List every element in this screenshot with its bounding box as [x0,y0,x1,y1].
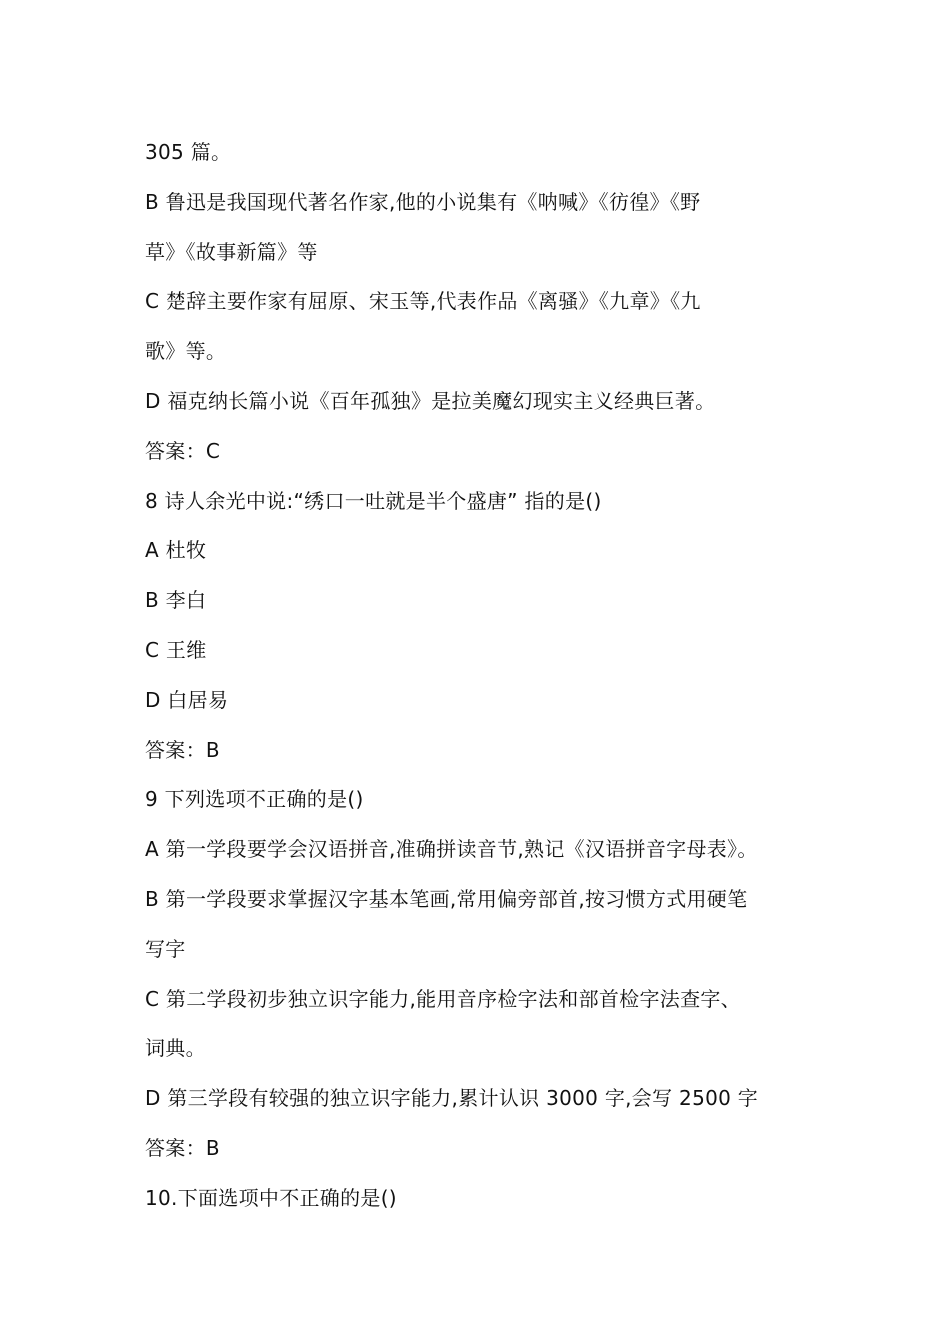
q9-option-b-line-2: 写字 [145,936,186,961]
text-line-q7-tail: 305 篇。 [145,140,232,164]
q9-option-d: D 第三学段有较强的独立识字能力,累计认识 3000 字,会写 2500 字 [145,1086,759,1111]
q9-option-c-line-2: 词典。 [145,1036,206,1061]
option-d-line: D 福克纳长篇小说《百年孤独》是拉美魔幻现实主义经典巨著。 [145,388,716,413]
q9-option-b-line-1: B 第一学段要求掌握汉字基本笔画,常用偏旁部首,按习惯方式用硬笔 [145,886,748,911]
q8-option-a: A 杜牧 [145,538,207,563]
answer-q9: 答案：B [145,1135,220,1160]
question-8: 8 诗人余光中说:“绣口一吐就是半个盛唐” 指的是() [145,488,602,513]
option-b-line-2: 草》《故事新篇》等 [145,239,318,264]
document-body [145,128,815,1224]
option-c-line-1: C 楚辞主要作家有屈原、宋玉等,代表作品《离骚》《九章》《九 [145,289,701,314]
question-10: 10.下面选项中不正确的是() [145,1185,397,1210]
q9-option-a: A 第一学段要学会汉语拼音,准确拼读音节,熟记《汉语拼音字母表》。 [145,837,758,862]
q9-option-c-line-1: C 第二学段初步独立识字能力,能用音序检字法和部首检字法查字、 [145,986,741,1011]
option-b-line-1: B 鲁迅是我国现代著名作家,他的小说集有《呐喊》《彷徨》《野 [145,189,701,214]
option-c-line-2: 歌》等。 [145,339,227,364]
answer-q7: 答案：C [145,438,221,463]
q8-option-c: C 王维 [145,637,207,662]
question-9: 9 下列选项不正确的是() [145,787,364,812]
answer-q8: 答案：B [145,737,220,762]
q8-option-b: B 李白 [145,588,207,613]
q8-option-d: D 白居易 [145,687,229,712]
